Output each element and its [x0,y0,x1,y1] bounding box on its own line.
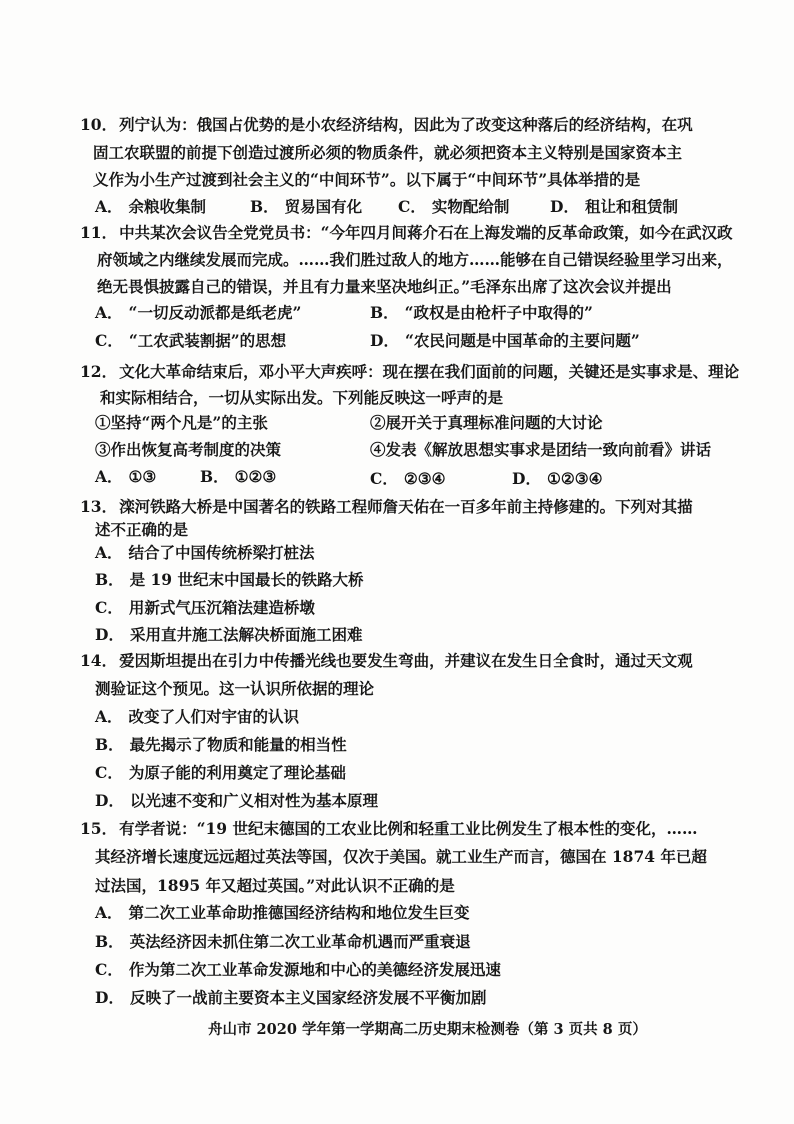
question-stem-text: 爱因斯坦提出在引力中传播光线也要发生弯曲，并建议在发生日全食时，通过天文观 [119,651,693,670]
option-c [95,763,346,783]
option-text: “政权是由枪杆子中取得的” [404,303,593,322]
option-text: 租让和租赁制 [584,197,678,216]
question-stem-line [80,115,693,135]
question-stem-text: 有学者说：“19 世纪末德国的工农业比例和轻重工业比例发生了根本性的变化，…… [119,819,698,838]
question-stem-line [80,819,697,839]
option-b [250,197,362,217]
option-text: 改变了人们对宇宙的认识 [128,707,300,726]
question-stem-text: 文化大革命结束后，邓小平大声疾呼：现在摆在我们面前的问题，关键还是实事求是、理论 [119,362,740,381]
option-text: 以光速不变和广义相对性为基本原理 [129,791,378,810]
question-number: 11． [80,223,118,242]
question-stem-line: 其经济增长速度远远超过英法等国，仅次于美国。就工业生产而言，德国在 1874 年已超 [95,847,707,866]
question-stem-line [80,223,733,243]
question-stem-line: 和实际相结合，一切从实际出发。下列能反映这一呼声的是 [100,388,504,407]
option-text: 第二次工业革命助推德国经济结构和地位发生巨变 [128,903,470,922]
question-stem-text: 滦河铁路大桥是中国著名的铁路工程师詹天佑在一百多年前主持修建的。下列对其描 [119,497,693,516]
option-a [95,543,315,563]
question-stem-line: 义作为小生产过渡到社会主义的“中间环节”。以下属于“中间环节”具体举措的是 [93,170,641,189]
option-text: ①②③④ [546,469,603,488]
option-label: C． [95,331,123,350]
option-d [550,197,678,217]
statement-3: ③作出恢复高考制度的决策 [95,440,282,459]
option-label: D． [370,331,399,350]
question-number: 13． [80,497,118,516]
question-number: 12． [80,362,118,381]
option-label: B． [250,197,279,216]
option-label: A． [95,707,123,726]
statement-4: ④发表《解放思想实事求是团结一致向前看》讲话 [370,440,712,459]
question-stem-line: 述不正确的是 [95,520,189,539]
option-text: 采用直井施工法解决桥面施工困难 [129,625,363,644]
question-stem-text: 列宁认为：俄国占优势的是小农经济结构，因此为了改变这种落后的经济结构，在巩 [119,115,693,134]
option-label: D． [95,988,124,1007]
option-text: 用新式气压沉箱法建造桥墩 [128,598,315,617]
option-text: 实物配给制 [431,197,510,216]
question-number: 14． [80,651,118,670]
option-label: B． [95,735,124,754]
question-number: 15． [80,819,118,838]
option-label: B． [200,467,229,486]
option-text: 贸易国有化 [284,197,363,216]
option-label: A． [95,467,123,486]
option-b [200,467,276,487]
option-text: 英法经济因未抓住第二次工业革命机遇而严重衰退 [129,932,471,951]
option-d [95,988,486,1008]
option-text: 最先揭示了物质和能量的相当性 [129,735,347,754]
option-label: A． [95,543,123,562]
option-label: D． [95,625,124,644]
option-label: B． [370,303,399,322]
page-footer: 舟山市 2020 学年第一学期高二历史期末检测卷（第 3 页共 8 页） [208,1021,647,1038]
option-text: “农民问题是中国革命的主要问题” [404,331,640,350]
option-text: 作为第二次工业革命发源地和中心的美德经济发展迅速 [128,960,501,979]
option-c [370,469,446,489]
question-stem-line: 绝无畏惧披露自己的错误，并且有力量来坚决地纠正。”毛泽东出席了这次会议并提出 [97,277,672,296]
option-label: B． [95,932,124,951]
option-b [370,303,593,323]
option-text: ②③④ [403,469,446,488]
option-label: B． [95,570,124,589]
option-text: “工农武装割据”的思想 [128,331,287,350]
statement-1: ①坚持“两个凡是”的主张 [95,413,268,432]
question-stem-line: 过法国，1895 年又超过英国。”对此认识不正确的是 [95,876,455,895]
option-b [95,735,347,755]
option-b [95,570,363,590]
option-text: ①③ [128,467,157,486]
option-label: D． [95,791,124,810]
option-d [512,469,603,489]
option-label: A． [95,303,123,322]
option-text: 余粮收集制 [128,197,207,216]
option-d [370,331,640,351]
option-a [95,467,156,487]
option-label: D． [550,197,579,216]
option-label: C． [370,469,398,488]
option-text: 为原子能的利用奠定了理论基础 [128,763,346,782]
option-text: 反映了一战前主要资本主义国家经济发展不平衡加剧 [129,988,487,1007]
option-b [95,932,471,952]
option-a [95,197,206,217]
statement-2: ②展开关于真理标准问题的大讨论 [370,413,603,432]
option-d [95,791,378,811]
question-stem-line: 府领域之内继续发展而完成。……我们胜过敌人的地方……能够在自己错误经验里学习出来， [97,250,733,269]
option-label: C． [95,598,123,617]
option-a [95,707,299,727]
question-stem-line: 固工农联盟的前提下创造过渡所必须的物质条件，就必须把资本主义特别是国家资本主 [93,143,683,162]
option-a [95,303,301,323]
option-c [95,598,315,618]
option-label: A． [95,903,123,922]
option-label: C． [398,197,426,216]
option-label: C． [95,960,123,979]
question-number: 10． [80,115,118,134]
question-stem-line [80,651,693,671]
option-text: ①②③ [234,467,277,486]
question-stem-line [80,497,693,517]
option-a [95,903,470,923]
option-c [95,960,501,980]
option-text: “一切反动派都是纸老虎” [128,303,302,322]
option-c [95,331,286,351]
question-stem-line [80,362,739,382]
question-stem-line: 测验证这个预见。这一认识所依据的理论 [95,679,375,698]
option-c [398,197,509,217]
option-text: 结合了中国传统桥梁打桩法 [128,543,315,562]
option-label: A． [95,197,123,216]
question-stem-text: 中共某次会议告全党党员书：“今年四月间蒋介石在上海发端的反革命政策，如今在武汉政 [119,223,733,242]
option-label: D． [512,469,541,488]
option-label: C． [95,763,123,782]
option-d [95,625,362,645]
option-text: 是 19 世纪末中国最长的铁路大桥 [129,570,364,589]
